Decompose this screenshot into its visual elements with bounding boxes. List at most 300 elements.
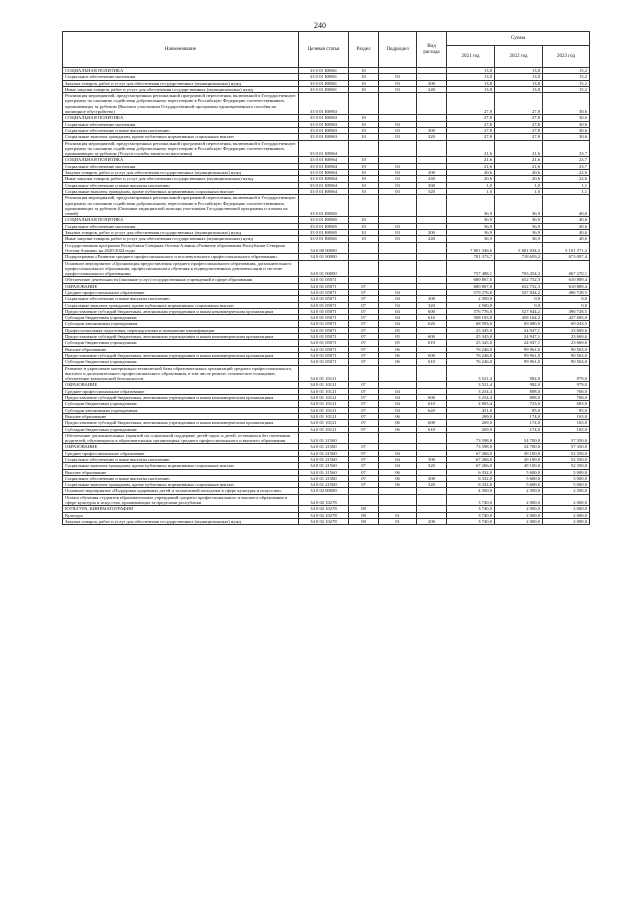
row-sum-2021: 13,8 [447,86,495,92]
row-target: 34 0 01 05071 [299,327,349,333]
row-target: 34 0 01 10121 [299,382,349,388]
row-expense-type: 300 [417,475,447,481]
row-section: 07 [349,395,379,401]
row-sum-2022: 2 000,0 [495,512,543,518]
row-sum-2021: 68 593,0 [447,321,495,327]
row-sum-2021: 76 246,0 [447,359,495,365]
row-sum-2021: 27,8 [447,121,495,127]
row-subsection: 03 [379,170,417,176]
row-subsection: 03 [379,127,417,133]
row-section: 07 [349,334,379,340]
row-expense-type [417,140,447,157]
row-section: 07 [349,444,379,450]
row-target: 33 0 01 R0864 [299,170,349,176]
row-sum-2023: 673 097,4 [543,254,590,260]
row-sum-2023: 30,6 [543,127,590,133]
row-subsection [379,494,417,506]
row-sum-2023: 0,0 [543,302,590,308]
row-target: 34 0 01 10121 [299,413,349,419]
row-section: 07 [349,457,379,463]
row-expense-type: 600 [417,420,447,426]
row-expense-type: 320 [417,302,447,308]
row-sum-2022: 49 100,0 [495,450,543,456]
row-section: 07 [349,469,379,475]
row-sum-2023: 768,0 [543,388,590,394]
row-name: Социальное обеспечение и иные выплаты населению [63,296,299,302]
row-expense-type: 320 [417,463,447,469]
row-sum-2023: 90 563,0 [543,352,590,358]
row-subsection: 06 [379,482,417,488]
row-sum-2021: 6 332,0 [447,475,495,481]
row-target: 34 0 01 21560 [299,475,349,481]
row-sum-2022: 27,8 [495,115,543,121]
row-section: 10 [349,182,379,188]
row-sum-2022: 718 659,2 [495,254,543,260]
row-sum-2021: 508 183,0 [447,315,495,321]
row-target: 34 0 02 10278 [299,494,349,506]
row-name: Субсидии автономным учреждениям [63,321,299,327]
row-subsection: 04 [379,321,417,327]
row-subsection: 05 [379,334,417,340]
row-sum-2023: 15,2 [543,86,590,92]
row-section [349,93,379,115]
row-sum-2021: 25 345,0 [447,327,495,333]
row-subsection: 03 [379,230,417,236]
row-sum-2022: 27,8 [495,127,543,133]
row-sum-2022: 808,0 [495,388,543,394]
row-subsection: 03 [379,134,417,140]
table-row [63,432,590,444]
row-sum-2022: 652 752,3 [495,283,543,289]
table-row [63,518,590,524]
row-sum-2021: 3 740,0 [447,512,495,518]
row-section [349,140,379,157]
table-row [63,140,590,157]
row-name: Закупка товаров, работ и услуг для обеспечения государственных (муниципальных) нужд [63,518,299,524]
row-sum-2023: 2 000,0 [543,506,590,512]
row-name: Предоставление субсидий бюджетным, автономным учреждениям и иным некоммерческим организациям [63,420,299,426]
row-section [349,195,379,217]
row-name: Среднее профессиональное образование [63,388,299,394]
row-target: 34 0 01 05071 [299,296,349,302]
row-sum-2023: 52 350,0 [543,457,590,463]
row-subsection [379,93,417,115]
row-target: 33 0 01 R0864 [299,157,349,163]
row-sum-2021: 76 246,0 [447,352,495,358]
row-target: 34 0 01 00000 [299,254,349,260]
row-target: 33 0 01 R0865 [299,223,349,229]
row-sum-2021: 1,0 [447,182,495,188]
row-sum-2023: 1,1 [543,182,590,188]
row-sum-2022: 54 700,0 [495,432,543,444]
row-sum-2023: 30,6 [543,134,590,140]
row-section: 07 [349,359,379,365]
row-sum-2021: 76 246,0 [447,346,495,352]
row-name: Развитие и укрепление материально-технической базы образовательных организаций среднего профессионального, высшего и дополнительного профессионального образования, в том числе ремонт, техническое оснащение, обеспечение комплексной безопасности [63,365,299,382]
row-sum-2023: 496 728,5 [543,289,590,295]
row-expense-type: 240 [417,236,447,242]
row-sum-2021: 21,6 [447,140,495,157]
row-section: 07 [349,426,379,432]
row-section: 07 [349,340,379,346]
row-section: 07 [349,352,379,358]
row-section: 07 [349,289,379,295]
row-section: 10 [349,115,379,121]
row-target: 34 0 02 10278 [299,506,349,512]
row-target: 34 0 01 05071 [299,308,349,314]
row-sum-2023: 40,6 [543,217,590,223]
row-expense-type: 200 [417,518,447,524]
row-sum-2021: 269,0 [447,426,495,432]
row-target: 34 0 01 00000 [299,260,349,277]
row-subsection: 01 [379,518,417,524]
row-sum-2021: 3 521,4 [447,382,495,388]
header-year-2023: 2023 год [543,46,590,68]
row-name: Высшее образование [63,469,299,475]
row-sum-2023: 57 350,0 [543,444,590,450]
row-sum-2021: 269,0 [447,420,495,426]
row-expense-type: 600 [417,334,447,340]
row-expense-type: 610 [417,315,447,321]
row-subsection: 03 [379,182,417,188]
row-sum-2021: 451,0 [447,407,495,413]
row-subsection [379,260,417,277]
row-sum-2022: 458 164,2 [495,315,543,321]
row-target: 33 0 01 R0861 [299,86,349,92]
row-sum-2022: 24 947,1 [495,340,543,346]
row-name: Обеспечение дополнительных гарантий по социальной поддержке детей-сирот и детей, оставшихся без попечения родителей, обучающихся в образовательных организациях среднего профессионального и высшего образования [63,432,299,444]
row-target: 33 0 01 R0864 [299,188,349,194]
row-section: 07 [349,315,379,321]
row-name: Социальное обеспечение и иные выплаты населению [63,182,299,188]
row-expense-type [417,195,447,217]
row-target: 33 0 01 R0863 [299,134,349,140]
row-sum-2023: 30,6 [543,121,590,127]
row-sum-2021: 7 801 336,6 [447,242,495,254]
row-sum-2023: 5 101 371,2 [543,242,590,254]
row-sum-2022: 54 700,0 [495,444,543,450]
row-sum-2022: 24 947,1 [495,327,543,333]
row-subsection: 03 [379,121,417,127]
row-name: Среднее профессиональное образование [63,289,299,295]
row-expense-type [417,260,447,277]
row-target: 34 0 01 21560 [299,432,349,444]
row-sum-2022: 2 000,0 [495,506,543,512]
table-body [63,68,590,525]
row-sum-2021: 36,9 [447,223,495,229]
row-sum-2023: 610 889,4 [543,283,590,289]
row-section: 07 [349,382,379,388]
row-subsection: 04 [379,401,417,407]
row-sum-2021: 3 254,4 [447,395,495,401]
row-subsection [379,242,417,254]
table-row [63,93,590,115]
row-name: Среднее профессиональное образование [63,450,299,456]
row-sum-2023: 30,6 [543,93,590,115]
row-sum-2023: 23 669,6 [543,327,590,333]
row-section: 10 [349,121,379,127]
row-name: ОБРАЗОВАНИЕ [63,382,299,388]
row-sum-2022: 982,0 [495,382,543,388]
row-sum-2022: 13,8 [495,86,543,92]
row-target: 33 0 01 R0864 [299,176,349,182]
row-sum-2023: 5 000,0 [543,475,590,481]
row-target: 33 0 01 R0863 [299,115,349,121]
row-sum-2023: 5 000,0 [543,469,590,475]
row-sum-2021: 73 598,0 [447,432,495,444]
row-subsection: 01 [379,512,417,518]
row-sum-2021: 269,0 [447,413,495,419]
row-sum-2022: 27,8 [495,93,543,115]
row-subsection: 04 [379,302,417,308]
header-expense-type: Вид расхода [417,32,447,68]
table-row [63,242,590,254]
row-target: 34 0 01 05071 [299,277,349,283]
row-subsection: 06 [379,346,417,352]
row-expense-type: 610 [417,426,447,432]
row-subsection: 04 [379,395,417,401]
row-section: 10 [349,163,379,169]
row-section: 07 [349,463,379,469]
row-section: 07 [349,450,379,456]
row-sum-2022: 2 500,0 [495,488,543,494]
row-sum-2021: 36,9 [447,195,495,217]
row-section: 07 [349,308,379,314]
row-sum-2022: 5 801 034,3 [495,242,543,254]
row-sum-2022: 36,9 [495,236,543,242]
row-target: 34 0 01 21560 [299,482,349,488]
row-name: Социальные выплаты гражданам, кроме публичных нормативных социальных выплат [63,188,299,194]
row-target: 34 0 01 10121 [299,407,349,413]
row-expense-type: 600 [417,308,447,314]
row-sum-2021: 67 266,0 [447,457,495,463]
row-section: 08 [349,512,379,518]
row-expense-type: 240 [417,176,447,182]
row-sum-2022: 13,8 [495,74,543,80]
row-sum-2023: 15,2 [543,68,590,74]
row-expense-type: 610 [417,340,447,346]
row-name: Иные закупки товаров, работ и услуг для обеспечения государственных (муниципальных) нужд [63,176,299,182]
row-subsection [379,365,417,382]
row-expense-type: 200 [417,80,447,86]
row-sum-2021: 25 345,0 [447,334,495,340]
row-name: СОЦИАЛЬНАЯ ПОЛИТИКА [63,68,299,74]
row-section [349,494,379,506]
page-number: 240 [314,21,326,30]
row-sum-2022: 5 600,0 [495,482,543,488]
row-subsection: 03 [379,236,417,242]
row-target: 33 0 01 R0864 [299,163,349,169]
row-expense-type: 300 [417,182,447,188]
row-sum-2021: 73 598,0 [447,444,495,450]
row-sum-2021: 781 373,7 [447,254,495,260]
row-sum-2022: 24 947,1 [495,334,543,340]
row-target: 33 0 01 R0861 [299,80,349,86]
row-sum-2023: 57 350,0 [543,432,590,444]
row-target: 33 0 01 R0863 [299,93,349,115]
row-sum-2021: 36,9 [447,236,495,242]
row-name: СОЦИАЛЬНАЯ ПОЛИТИКА [63,157,299,163]
row-sum-2021: 27,8 [447,127,495,133]
budget-table [62,31,590,525]
row-subsection: 06 [379,475,417,481]
row-sum-2021: 13,8 [447,80,495,86]
row-sum-2023: 52 350,0 [543,450,590,456]
row-sum-2023: 23,7 [543,163,590,169]
row-target: 34 0 02 10278 [299,518,349,524]
row-subsection: 03 [379,223,417,229]
row-target: 34 0 01 05071 [299,283,349,289]
row-sum-2022: 27,8 [495,134,543,140]
row-sum-2023: 40,6 [543,195,590,217]
row-section: 10 [349,230,379,236]
row-sum-2023: 667 270,1 [543,260,590,277]
row-subsection: 06 [379,359,417,365]
row-target: 34 0 01 10121 [299,426,349,432]
header-year-2022: 2022 год [495,46,543,68]
row-target: 34 0 01 21560 [299,463,349,469]
row-sum-2023: 40,6 [543,230,590,236]
row-sum-2022: 5 600,0 [495,475,543,481]
row-name: Субсидии автономным учреждениям [63,407,299,413]
header-subsection: Подраздел [379,32,417,68]
row-name: СОЦИАЛЬНАЯ ПОЛИТИКА [63,115,299,121]
row-sum-2021: 680 867,0 [447,283,495,289]
row-sum-2023: 40,6 [543,223,590,229]
row-sum-2022: 174,0 [495,413,543,419]
row-sum-2022: 2 000,0 [495,518,543,524]
row-subsection: 05 [379,340,417,346]
row-expense-type: 300 [417,127,447,133]
row-sum-2021: 20,6 [447,170,495,176]
row-subsection: 04 [379,450,417,456]
row-expense-type: 200 [417,230,447,236]
row-sum-2023: 979,0 [543,382,590,388]
row-sum-2023: 15,2 [543,80,590,86]
row-name: Предоставление субсидий бюджетным, автономным учреждениям и иным некоммерческим организациям [63,334,299,340]
header-target: Целевая статья [299,32,349,68]
row-target: 34 0 02 10278 [299,512,349,518]
row-sum-2021: 3 521,4 [447,365,495,382]
row-sum-2023: 15,2 [543,74,590,80]
row-sum-2022: 1,0 [495,188,543,194]
row-sum-2023: 165,0 [543,426,590,432]
row-name: Высшее образование [63,346,299,352]
row-sum-2023: 768,0 [543,395,590,401]
row-target: 33 0 01 R0861 [299,74,349,80]
row-expense-type [417,365,447,382]
row-expense-type: 320 [417,188,447,194]
row-subsection: 04 [379,407,417,413]
row-sum-2022: 21,6 [495,163,543,169]
row-section [349,260,379,277]
row-subsection: 03 [379,163,417,169]
row-expense-type [417,494,447,506]
row-sum-2021: 6 332,0 [447,469,495,475]
row-section: 07 [349,388,379,394]
row-target: 34 0 01 21560 [299,444,349,450]
row-sum-2022: 36,9 [495,230,543,236]
row-sum-2022: 5 600,0 [495,469,543,475]
row-section: 10 [349,170,379,176]
row-name: Иные закупки товаров, работ и услуг для обеспечения государственных (муниципальных) нужд [63,236,299,242]
row-sum-2023: 0,0 [543,296,590,302]
row-subsection: 03 [379,80,417,86]
row-sum-2022: 99 961,0 [495,346,543,352]
row-name: ОБРАЗОВАНИЕ [63,283,299,289]
row-name: Социальные выплаты гражданам, кроме публичных нормативных социальных выплат [63,302,299,308]
header-name: Наименование [63,32,299,68]
row-sum-2023: 2 000,0 [543,518,590,524]
row-section: 10 [349,217,379,223]
row-expense-type [417,432,447,444]
row-sum-2021: 13,8 [447,68,495,74]
row-sum-2023: 85,0 [543,407,590,413]
row-sum-2023: 610 889,4 [543,277,590,283]
table-row [63,365,590,382]
row-name: ОБРАЗОВАНИЕ [63,444,299,450]
row-target: 34 0 01 05071 [299,315,349,321]
row-expense-type: 300 [417,457,447,463]
row-name: Социальное обеспечение и иные выплаты населению [63,475,299,481]
row-expense-type: 620 [417,407,447,413]
row-target: 34 0 01 21560 [299,457,349,463]
row-subsection: 04 [379,308,417,314]
row-sum-2021: 21,6 [447,163,495,169]
row-name: Основное мероприятие «Организация предоставления среднего профессионального образования, дополнительного профессионального образования, профессионального обучения в подведомственных декомпенсации и системе профессионального образования» [63,260,299,277]
row-sum-2022: 99 961,0 [495,352,543,358]
row-subsection: 06 [379,420,417,426]
row-target: 34 0 01 05071 [299,352,349,358]
row-name: Обеспечение деятельности (оказание услуг) государственных учреждений в сфере образования [63,277,299,283]
row-section: 10 [349,127,379,133]
row-name: Социальные выплаты гражданам, кроме публичных нормативных социальных выплат [63,482,299,488]
row-name: Субсидии бюджетным учреждениям [63,401,299,407]
row-expense-type: 600 [417,395,447,401]
row-target: 33 0 01 R0865 [299,230,349,236]
row-section: 07 [349,420,379,426]
header-section: Раздел [349,32,379,68]
row-section: 10 [349,134,379,140]
row-sum-2021: 3 740,0 [447,494,495,506]
row-sum-2021: 27,8 [447,93,495,115]
row-sum-2023: 2 000,0 [543,512,590,518]
row-target: 34 0 01 21560 [299,469,349,475]
row-sum-2023: 1,1 [543,188,590,194]
row-section: 07 [349,407,379,413]
row-target: 33 0 01 R0864 [299,140,349,157]
row-sum-2021: 27,8 [447,134,495,140]
row-sum-2021: 579 276,0 [447,289,495,295]
row-subsection: 04 [379,463,417,469]
row-expense-type: 620 [417,321,447,327]
row-sum-2023: 165,0 [543,420,590,426]
row-expense-type: 600 [417,352,447,358]
row-section: 07 [349,413,379,419]
row-subsection [379,195,417,217]
row-sum-2022: 982,0 [495,365,543,382]
row-name: Закупка товаров, работ и услуг для обеспечения государственных (муниципальных) нужд [63,80,299,86]
row-section: 10 [349,74,379,80]
row-sum-2023: 165,0 [543,413,590,419]
row-expense-type: 240 [417,86,447,92]
row-sum-2021: 3 740,0 [447,518,495,524]
row-sum-2021: 21,6 [447,157,495,163]
row-target: 34 0 01 05071 [299,340,349,346]
table-row [63,260,590,277]
row-sum-2023: 23,7 [543,157,590,163]
row-name: Социальное обеспечение и иные выплаты населению [63,127,299,133]
